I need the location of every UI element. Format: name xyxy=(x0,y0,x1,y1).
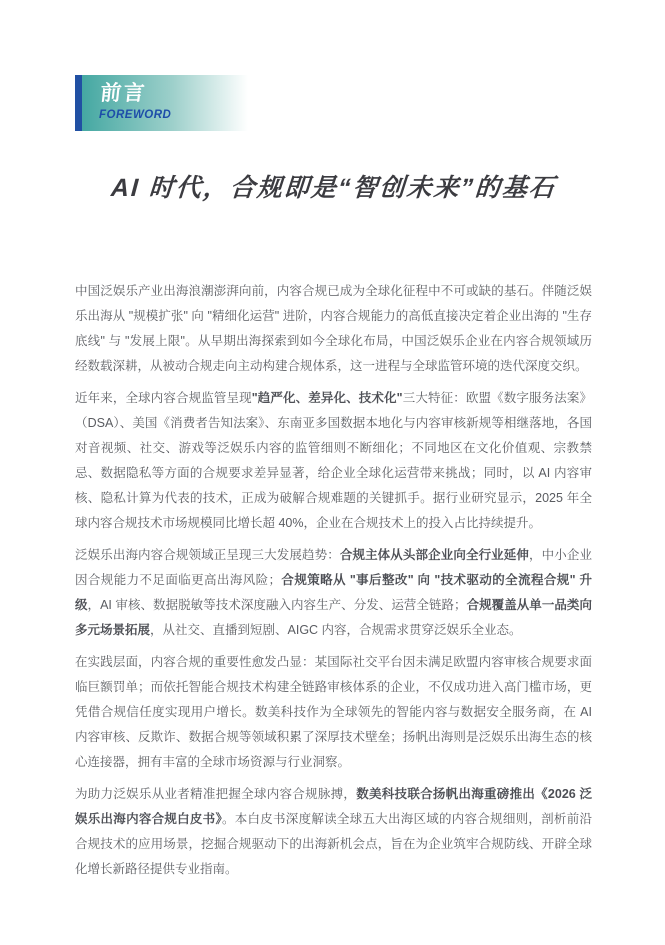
section-title-cn: 前言 xyxy=(99,82,148,105)
text-run-bold: 合规策略从 "事后整改" 向 "技术驱动的全流程合规" 升级 xyxy=(75,573,592,612)
section-title-en: FOREWORD xyxy=(99,109,172,121)
text-run: 为助力泛娱乐从业者精准把握全球内容合规脉搏， xyxy=(75,787,357,801)
text-run: 在实践层面，内容合规的重要性愈发凸显：某国际社交平台因未满足欧盟内容审核合规要求面临巨额罚单；而依托智能合规技术构建全链路审核体系的企业，不仅成功进入高门槛市场，更凭借合规信任度实现用户增长。数美科技作为全球领先的智能内容与数据安全服务商，在 AI 内容审核、反欺诈、数据合规等领域积累了深厚技术壁垒；扬帆出海则是泛娱乐出海生态的核心连接器，拥有丰富的全球市场资源与行业洞察。 xyxy=(75,655,592,769)
paragraph xyxy=(75,650,592,775)
text-run: 近年来，全球内容合规监管呈现 xyxy=(75,391,252,405)
text-run: ，中小企业因合规能力不足面临更高出海风险； xyxy=(75,548,592,587)
section-badge xyxy=(75,75,248,131)
paragraph xyxy=(75,543,592,643)
paragraph xyxy=(75,782,592,882)
text-run: 中国泛娱乐产业出海浪潮澎湃向前，内容合规已成为全球化征程中不可或缺的基石。伴随泛娱乐出海从 "规模扩张" 向 "精细化运营" 进阶，内容合规能力的高低直接决定着企业出海的 "生存底线" 与 "发展上限"。从早期出海探索到如今全球化布局，中国泛娱乐企业在内容合规领域历经数载深耕，从被动合规走向主动构建合规体系，这一进程与全球监管环境的迭代深度交织。 xyxy=(75,284,592,373)
text-run-bold: "趋严化、差异化、技术化" xyxy=(251,391,403,405)
text-run-bold: 数美科技联合扬帆出海重磅推出《2026 泛娱乐出海内容合规白皮书》 xyxy=(75,787,592,826)
paragraph xyxy=(75,386,592,536)
foreword-content xyxy=(75,279,592,889)
badge-accent-bar xyxy=(75,75,82,131)
badge-gradient xyxy=(82,75,248,131)
page-title: AI 时代，合规即是“智创未来”的基石 xyxy=(110,174,557,202)
text-run-bold: 合规主体从头部企业向全行业延伸 xyxy=(339,548,530,562)
text-run: 。本白皮书深度解读全球五大出海区域的内容合规细则，剖析前沿合规技术的应用场景，挖掘合规驱动下的出海新机会点，旨在为企业筑牢合规防线、开辟全球化增长新路径提供专业指南。 xyxy=(75,812,592,876)
text-run: 三大特征：欧盟《数字服务法案》（DSA）、美国《消费者告知法案》、东南亚多国数据本地化与内容审核新规等相继落地，各国对音视频、社交、游戏等泛娱乐内容的监管细则不断细化；不同地区在文化价值观、宗教禁忌、数据隐私等方面的合规要求差异显著，给企业全球化运营带来挑战；同时，以 AI 内容审核、隐私计算为代表的技术，正成为破解合规难题的关键抓手。据行业研究显示，2025 年全球内容合规技术市场规模同比增长超 40%，企业在合规技术上的投入占比持续提升。 xyxy=(75,391,592,530)
text-run: ，AI 审核、数据脱敏等技术深度融入内容生产、分发、运营全链路； xyxy=(87,598,467,612)
paragraph xyxy=(75,279,592,379)
text-run-bold: 合规覆盖从单一品类向多元场景拓展 xyxy=(75,598,592,637)
text-run: 泛娱乐出海内容合规领域正呈现三大发展趋势： xyxy=(75,548,340,562)
text-run: ，从社交、直播到短剧、AIGC 内容，合规需求贯穿泛娱乐全业态。 xyxy=(150,623,522,637)
